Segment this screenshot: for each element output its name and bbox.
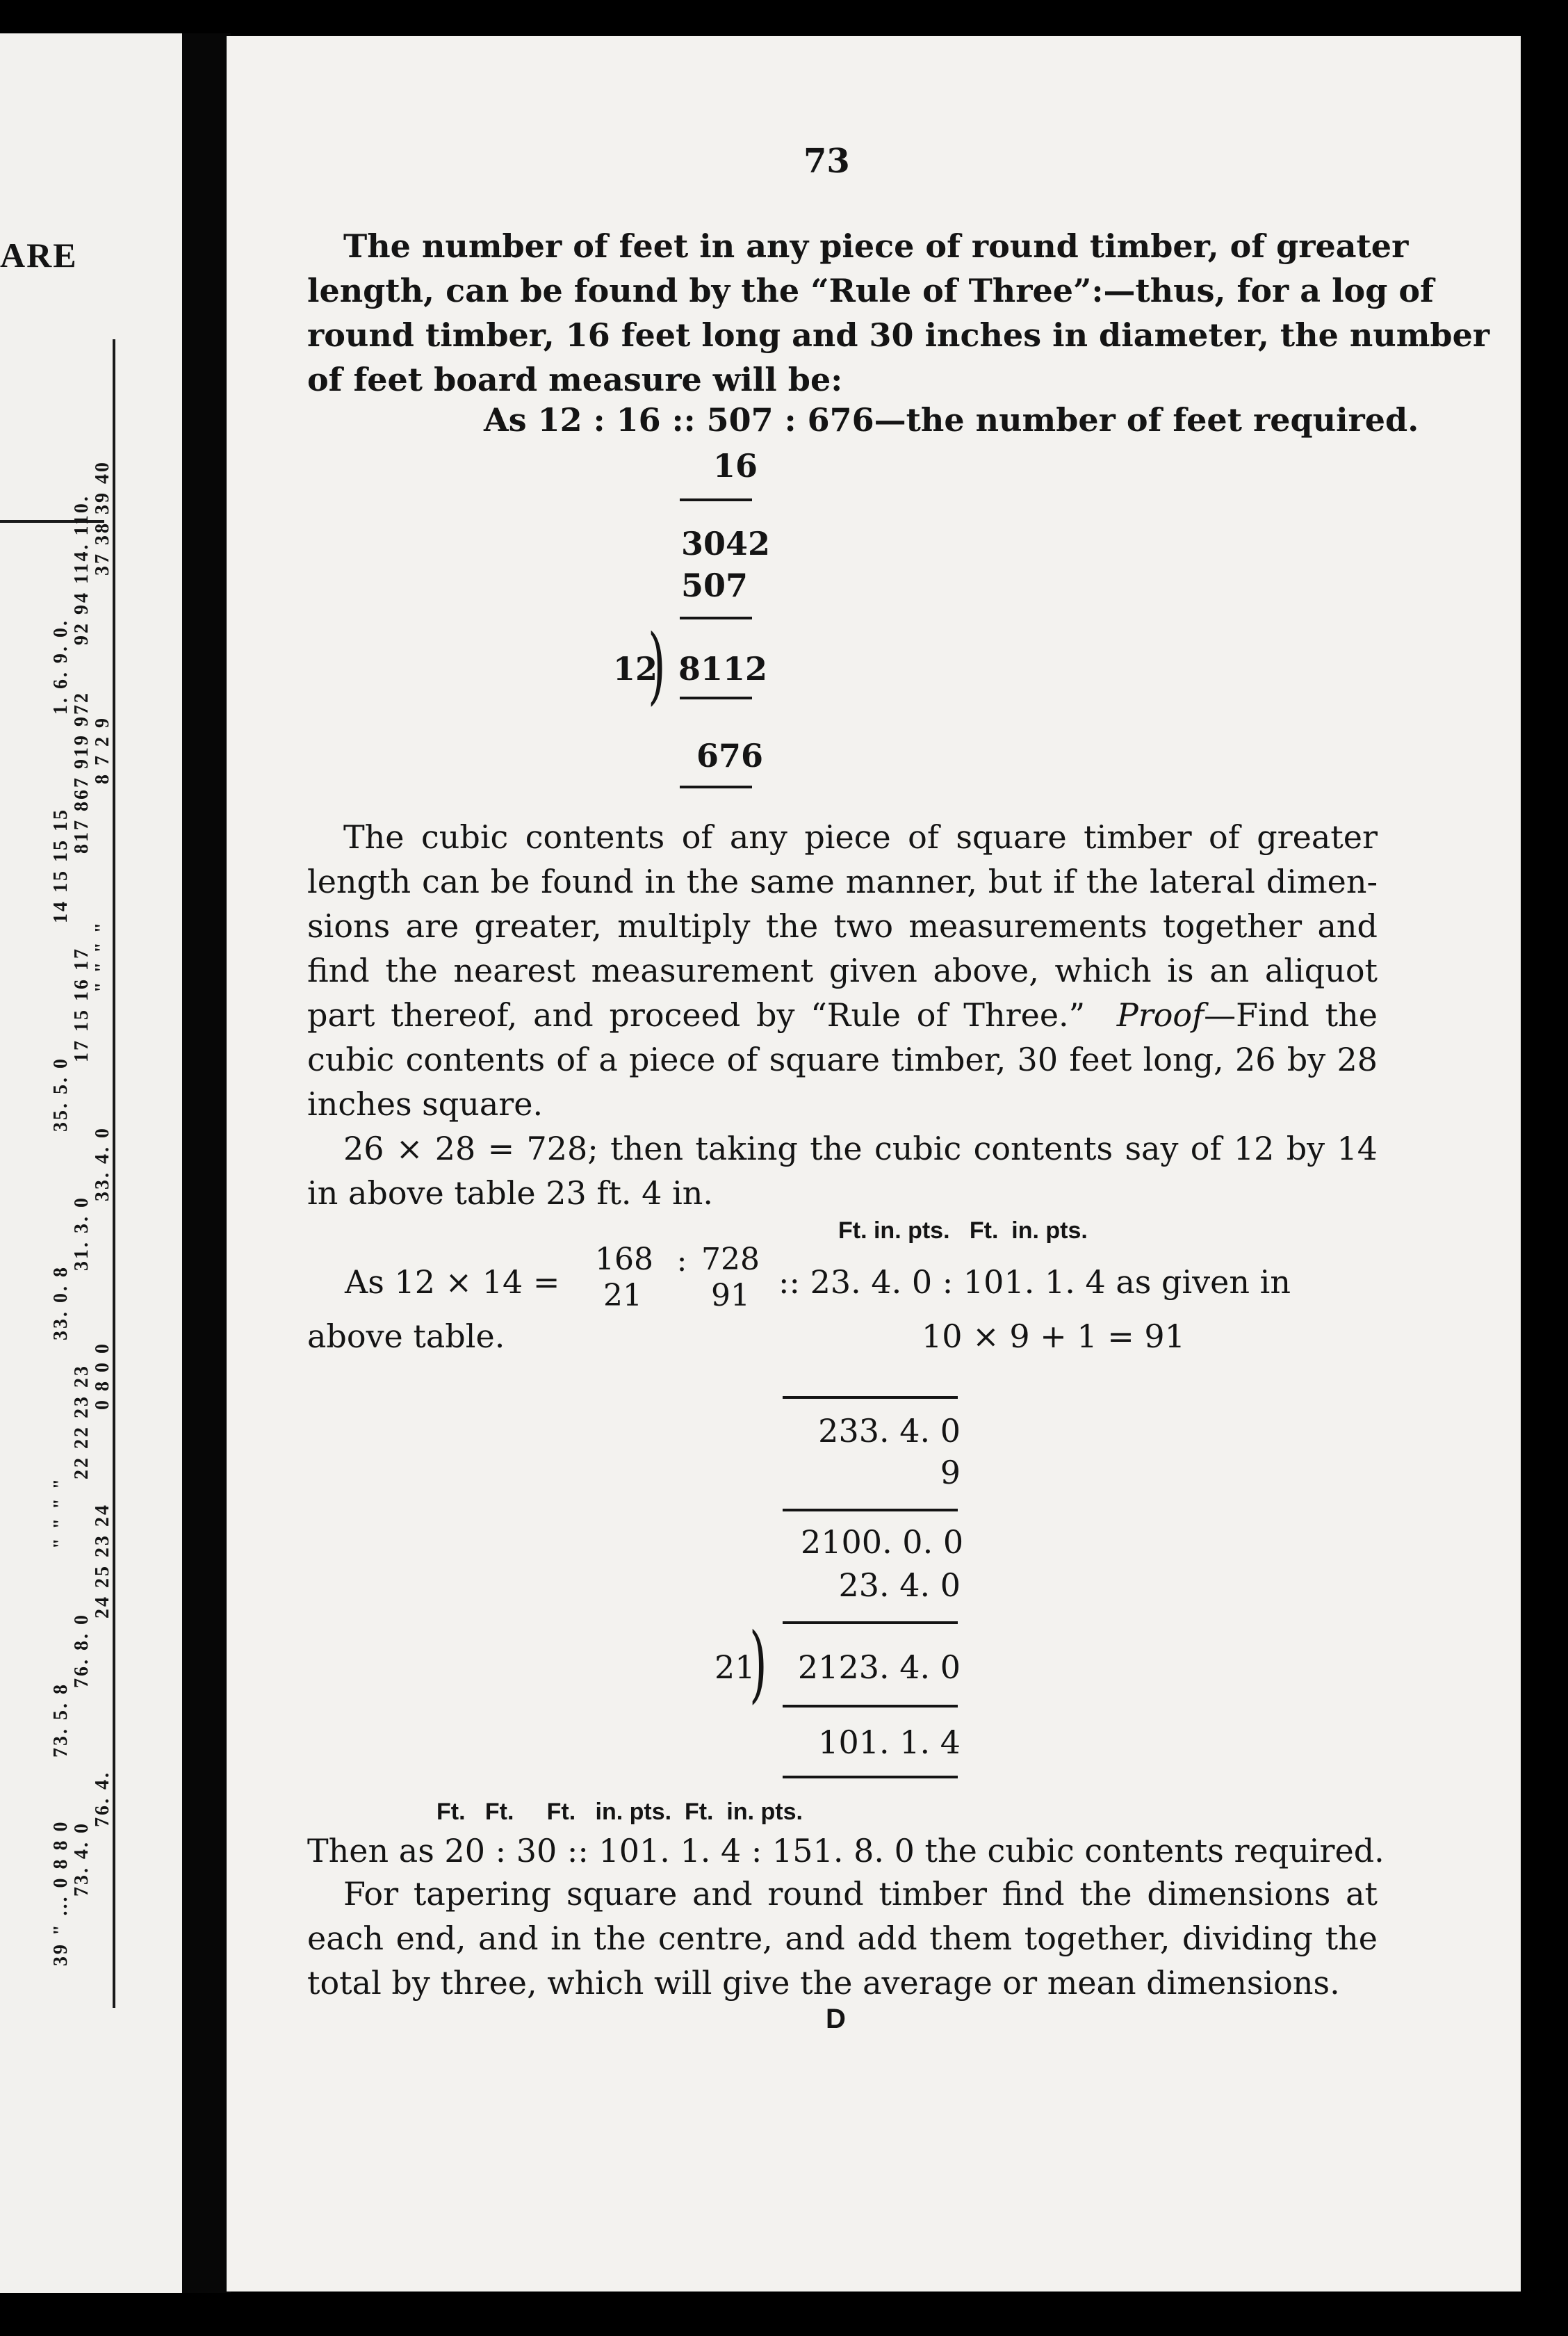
final-proportion-line: Then as 20 : 30 :: 101. 1. 4 : 151. 8. 0 the cubic contents required. xyxy=(307,1832,1385,1869)
calc2-row-2: 9 xyxy=(940,1454,961,1491)
left-page-column: 35. 5. 0 xyxy=(50,1057,72,1132)
calc1-dividend: 8112 xyxy=(678,650,768,688)
paragraph-round-timber xyxy=(307,224,1490,402)
calc2-rule-3 xyxy=(783,1621,958,1624)
paragraph-tapering-timber xyxy=(307,1872,1378,2005)
calc2-dividend: 2123. 4. 0 xyxy=(797,1648,961,1686)
fraction-1-top: 168 xyxy=(595,1242,653,1277)
paragraph-line: 26 × 28 = 728; then taking the cubic contents say of 12 by 14 xyxy=(343,1130,1378,1167)
calc2-rule-1 xyxy=(783,1396,958,1399)
paragraph-line: find the nearest measurement given above, which is an aliquot xyxy=(307,952,1378,989)
proportion-colon: : xyxy=(676,1243,687,1279)
calc2-quotient: 101. 1. 4 xyxy=(818,1723,961,1761)
left-page-column: 817 867 919 972 xyxy=(71,691,92,854)
main-page xyxy=(227,36,1521,2292)
calc2-divisor: 21 xyxy=(714,1648,756,1686)
proportion-line-1: As 12 : 16 :: 507 : 676—the number of feet required. xyxy=(484,401,1419,439)
left-page-column: 24 25 23 24 xyxy=(92,1503,113,1619)
left-page-column: 33. 0. 8 xyxy=(50,1265,72,1340)
calc1-rule-2 xyxy=(680,617,752,619)
calc2-rule-2 xyxy=(783,1509,958,1511)
paragraph-line: sions are greater, multiply the two measurements together and xyxy=(307,907,1378,945)
paragraph-line: part thereof, and proceed by “Rule of Three.” Proof—Find the xyxy=(307,996,1378,1034)
fraction-2-top: 728 xyxy=(701,1242,760,1277)
calc2-row-3: 2100. 0. 0 xyxy=(801,1523,964,1561)
calc1-multiplier: 16 xyxy=(713,447,758,485)
left-page-column: " " " " xyxy=(50,1476,72,1549)
paragraph-square-timber xyxy=(307,815,1378,1126)
calc2-row-4: 23. 4. 0 xyxy=(838,1566,961,1604)
calc1-rule-3 xyxy=(680,697,752,699)
calc2-rule-5 xyxy=(783,1776,958,1778)
proportion-2-tail: above table. xyxy=(307,1317,505,1355)
calc2-row-1: 233. 4. 0 xyxy=(818,1412,961,1450)
paragraph-line: of feet board measure will be: xyxy=(307,361,843,398)
paragraph-line: length can be found in the same manner, but if the lateral dimen- xyxy=(307,863,1378,900)
left-page-column: 76. 4. xyxy=(92,1771,113,1827)
left-page-column: 22 22 23 23 xyxy=(71,1364,92,1479)
paragraph-line: The number of feet in any piece of round timber, of greater xyxy=(343,227,1409,265)
paragraph-line: total by three, which will give the average or mean dimensions. xyxy=(307,1964,1340,2002)
left-facing-page xyxy=(0,33,193,2293)
units-header-1: Ft. in. pts. Ft. in. pts. xyxy=(838,1217,1088,1244)
division-bracket: ) xyxy=(648,617,666,714)
proportion-2-rest: :: 23. 4. 0 : 101. 1. 4 as given in xyxy=(778,1263,1291,1301)
calc1-quotient: 676 xyxy=(696,737,764,774)
left-page-column: 1. 6. 9. 0. xyxy=(50,619,72,715)
left-page-column: " " " " xyxy=(92,920,113,993)
scan-border-top xyxy=(0,0,1568,35)
proof-label: Proof xyxy=(1116,996,1204,1034)
paragraph-example xyxy=(307,1126,1378,1215)
paragraph-line: in above table 23 ft. 4 in. xyxy=(307,1174,714,1212)
paragraph-line: inches square. xyxy=(307,1085,544,1123)
book-gutter xyxy=(182,33,231,2293)
left-page-column: 17 15 16 17 xyxy=(71,947,92,1062)
left-page-column: 76. 8. 0 xyxy=(71,1613,92,1688)
calc1-partial-1: 3042 xyxy=(681,525,771,562)
calc1-divisor: 12 xyxy=(613,650,658,688)
paragraph-line: round timber, 16 feet long and 30 inches in diameter, the number xyxy=(307,316,1490,354)
left-page-column: 0 8 0 0 xyxy=(92,1342,113,1410)
proportion-2-lead: As 12 × 14 = xyxy=(345,1263,560,1301)
left-page-column: 33. 4. 0 xyxy=(92,1126,113,1201)
signature-mark: D xyxy=(826,2004,846,2034)
paragraph-line: cubic contents of a piece of square timber, 30 feet long, 26 by 28 xyxy=(307,1041,1378,1078)
fraction-1-bottom: 21 xyxy=(603,1278,642,1313)
left-page-column: 73. 5. 8 xyxy=(50,1682,72,1758)
paragraph-line: length, can be found by the “Rule of Three”:—thus, for a log of xyxy=(307,272,1434,309)
left-page-column: 37 38 39 40 xyxy=(92,460,113,576)
left-page-column: 14 15 15 15 xyxy=(50,808,72,923)
paragraph-line: each end, and in the centre, and add them together, dividing the xyxy=(307,1920,1378,1957)
fraction-2-bottom: 91 xyxy=(711,1278,750,1313)
left-page-column: 39 " ... 0 8 8 0 xyxy=(50,1819,72,1966)
scan-border-bottom xyxy=(0,2289,1568,2336)
paragraph-line: For tapering square and round timber find the dimensions at xyxy=(343,1875,1378,1913)
page-number: 73 xyxy=(803,142,850,181)
left-page-column: 73. 4. 0 xyxy=(71,1822,92,1897)
paragraph-line: The cubic contents of any piece of square timber of greater xyxy=(343,818,1378,856)
left-page-column: 8 7 2 9 xyxy=(92,716,113,784)
units-header-2: Ft. Ft. Ft. in. pts. Ft. in. pts. xyxy=(436,1799,803,1825)
left-page-column: 92 94 114. 110. xyxy=(71,494,92,645)
left-page-header-fragment: ARE xyxy=(0,236,78,275)
division-bracket: ) xyxy=(749,1616,767,1712)
calc2-rule-4 xyxy=(783,1705,958,1708)
calc1-rule-1 xyxy=(680,498,752,501)
proportion-2-equation: 10 × 9 + 1 = 91 xyxy=(922,1317,1185,1355)
calc1-partial-2: 507 xyxy=(681,567,749,604)
calc1-rule-4 xyxy=(680,786,752,788)
scan-border-right xyxy=(1521,0,1568,2336)
left-page-column: 31. 3. 0 xyxy=(71,1196,92,1271)
